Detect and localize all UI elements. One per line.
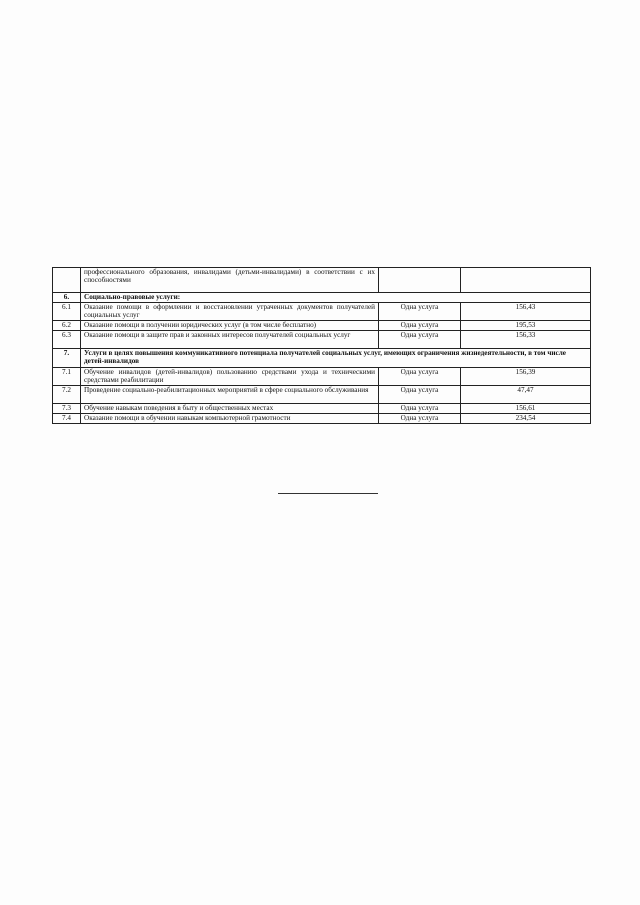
row-number: 7.2 [53,386,81,404]
service-unit: Одна услуга [379,331,461,349]
table-row [53,331,591,349]
service-name: Обучение навыкам поведения в быту и общественных местах [81,404,379,414]
service-name: Обучение инвалидов (детей-инвалидов) пользованию средствами ухода и техническими средствами реабилитации [81,368,379,386]
service-name: профессионального образования, инвалидами (детьми-инвалидами) в соответствии с их способностями [81,268,379,293]
section-header-6 [53,293,591,303]
service-name: Оказание помощи в обучении навыкам компьютерной грамотности [81,414,379,424]
row-number: 7.3 [53,404,81,414]
row-number: 7.4 [53,414,81,424]
service-price: 156,61 [461,404,591,414]
service-price: 156,33 [461,331,591,349]
table-row [53,303,591,321]
service-price: 234,54 [461,414,591,424]
service-price [461,268,591,293]
service-price: 195,53 [461,321,591,331]
service-name: Оказание помощи в защите прав и законных интересов получателей социальных услуг [81,331,379,349]
row-number: 7.1 [53,368,81,386]
service-name: Проведение социально-реабилитационных мероприятий в сфере социального обслуживания [81,386,379,404]
service-unit: Одна услуга [379,303,461,321]
service-name: Оказание помощи в получении юридических услуг (в том числе бесплатно) [81,321,379,331]
row-number: 6.1 [53,303,81,321]
service-name: Оказание помощи в оформлении и восстановлении утраченных документов получателей социальных услуг [81,303,379,321]
row-number: 6.2 [53,321,81,331]
service-unit: Одна услуга [379,414,461,424]
table-row-continued [53,268,591,293]
table-row [53,321,591,331]
section-number: 7. [53,349,81,368]
services-price-table [52,267,591,424]
table-row [53,414,591,424]
section-number: 6. [53,293,81,303]
section-title: Социально-правовые услуги: [81,293,591,303]
service-unit: Одна услуга [379,321,461,331]
section-header-7 [53,349,591,368]
table-row [53,368,591,386]
service-price: 47,47 [461,386,591,404]
service-unit [379,268,461,293]
table-row [53,404,591,414]
service-unit: Одна услуга [379,404,461,414]
service-price: 156,43 [461,303,591,321]
row-number [53,268,81,293]
service-unit: Одна услуга [379,368,461,386]
row-number: 6.3 [53,331,81,349]
service-unit: Одна услуга [379,386,461,404]
section-title: Услуги в целях повышения коммуникативного потенциала получателей социальных услуг, имеющих ограничения жизнедеятельности, в том числе детей-инвалидов [81,349,591,368]
end-divider-line [278,493,378,494]
table-row [53,386,591,404]
service-price: 156,39 [461,368,591,386]
